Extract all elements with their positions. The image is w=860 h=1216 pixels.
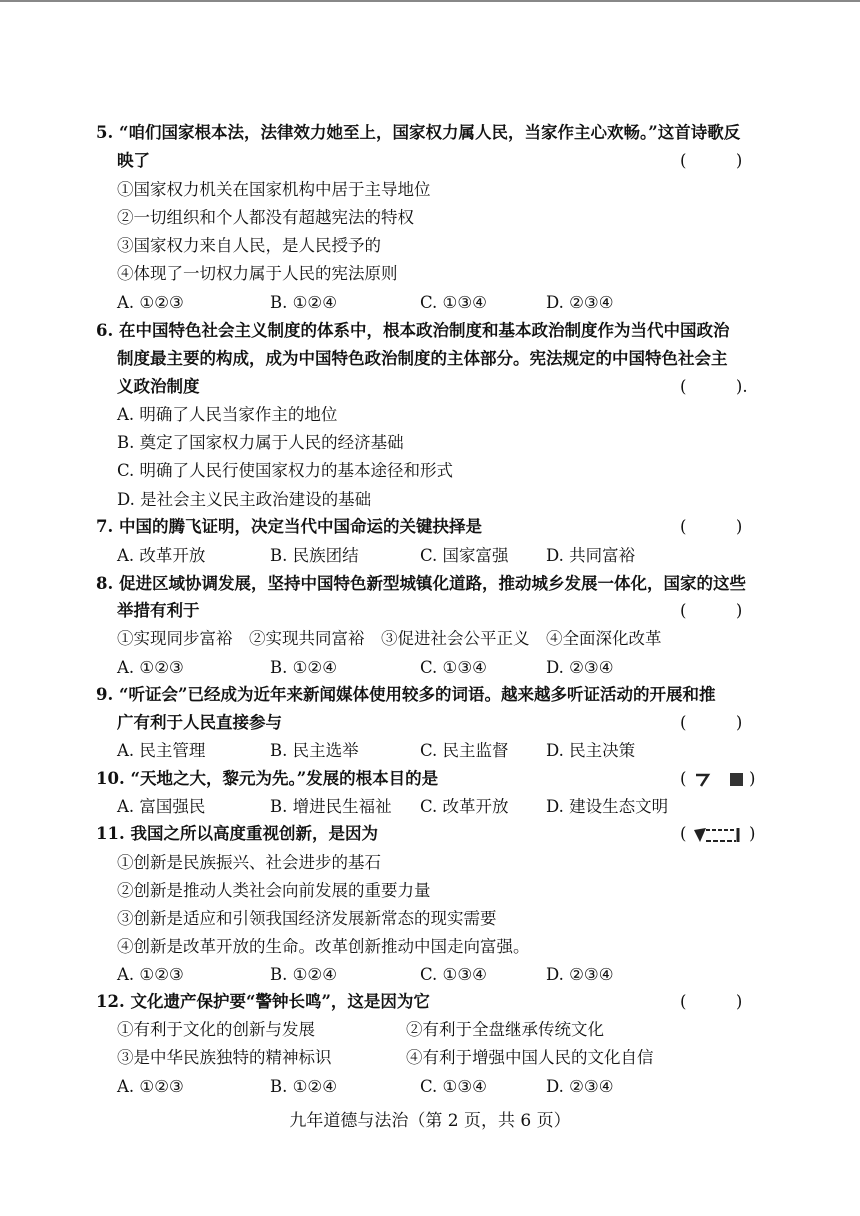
q10-paren-open: ( bbox=[680, 769, 687, 788]
q10-option-d: D. 建设生态文明 bbox=[546, 797, 669, 816]
q7-stem: 7. 中国的腾飞证明，决定当代中国命运的关键抉择是 bbox=[96, 517, 482, 536]
q5-option-b: B. ①②④ bbox=[270, 293, 337, 312]
q11-option-b: B. ①②④ bbox=[270, 965, 337, 984]
q5-option-a: A. ①②③ bbox=[117, 293, 184, 312]
q10-handwritten-mark bbox=[692, 771, 744, 789]
q5-item-2: ②一切组织和个人都没有超越宪法的特权 bbox=[117, 208, 414, 227]
q10-stem: 10. “天地之大，黎元为先。”发展的根本目的是 bbox=[96, 769, 439, 788]
q9-stem-line1: 9. “听证会”已经成为近年来新闻媒体使用较多的词语。越来越多听证活动的开展和推 bbox=[96, 685, 716, 704]
q8-stem-line2: 举措有利于 bbox=[117, 601, 200, 620]
q12-item-1: ①有利于文化的创新与发展 bbox=[117, 1020, 315, 1039]
page-footer: 九年道德与法治（第 2 页，共 6 页） bbox=[289, 1111, 571, 1131]
q5-stem-line1: 5. “咱们国家根本法，法律效力她至上，国家权力属人民，当家作主心欢畅。”这首诗歌反 bbox=[96, 123, 741, 142]
q11-mark-blot bbox=[694, 828, 706, 842]
q11-option-a: A. ①②③ bbox=[117, 965, 184, 984]
q5-item-1: ①国家权力机关在国家机构中居于主导地位 bbox=[117, 180, 431, 199]
q9-option-a: A. 民主管理 bbox=[117, 741, 206, 760]
q7-option-c: C. 国家富强 bbox=[420, 546, 509, 565]
q6-option-d: D. 是社会主义民主政治建设的基础 bbox=[117, 490, 372, 509]
q12-option-c: C. ①③④ bbox=[420, 1077, 487, 1096]
q8-answer-parens: ( ) bbox=[680, 601, 743, 620]
q6-stem-line3: 义政治制度 bbox=[117, 377, 200, 396]
q5-option-c: C. ①③④ bbox=[420, 293, 487, 312]
q5-option-d: D. ②③④ bbox=[546, 293, 614, 312]
q11-item-4: ④创新是改革开放的生命。改革创新推动中国走向富强。 bbox=[117, 937, 530, 956]
q11-handwritten-mark bbox=[692, 826, 744, 844]
q9-option-c: C. 民主监督 bbox=[420, 741, 509, 760]
q12-answer-parens: ( ) bbox=[680, 992, 743, 1011]
q11-paren-close: ) bbox=[748, 824, 756, 843]
q11-option-d: D. ②③④ bbox=[546, 965, 614, 984]
q7-answer-parens: ( ) bbox=[680, 517, 743, 536]
q12-option-a: A. ①②③ bbox=[117, 1077, 184, 1096]
q7-option-a: A. 改革开放 bbox=[117, 546, 206, 565]
q10-answer-parens bbox=[680, 768, 755, 790]
q11-option-c: C. ①③④ bbox=[420, 965, 487, 984]
q6-stem-line2: 制度最主要的构成，成为中国特色政治制度的主体部分。宪法规定的中国特色社会主 bbox=[117, 349, 728, 368]
q6-option-b: B. 奠定了国家权力属于人民的经济基础 bbox=[117, 433, 404, 452]
q8-items: ①实现同步富裕 ②实现共同富裕 ③促进社会公平正义 ④全面深化改革 bbox=[117, 629, 662, 648]
q11-answer-parens bbox=[680, 823, 755, 845]
q6-option-c: C. 明确了人民行使国家权力的基本途径和形式 bbox=[117, 461, 454, 480]
q6-option-a: A. 明确了人民当家作主的地位 bbox=[117, 405, 338, 424]
q11-paren-open: ( bbox=[680, 824, 687, 843]
q5-item-4: ④体现了一切权力属于人民的宪法原则 bbox=[117, 264, 398, 283]
q5-stem-line2: 映了 bbox=[117, 151, 150, 170]
q12-option-d: D. ②③④ bbox=[546, 1077, 614, 1096]
q12-option-b: B. ①②④ bbox=[270, 1077, 337, 1096]
q5-answer-parens: ( ) bbox=[680, 151, 743, 170]
q10-option-b: B. 增进民生福祉 bbox=[270, 797, 392, 816]
q8-stem-line1: 8. 促进区域协调发展，坚持中国特色新型城镇化道路，推动城乡发展一体化，国家的这些 bbox=[96, 574, 746, 593]
q9-option-b: B. 民主选举 bbox=[270, 741, 359, 760]
q7-option-d: D. 共同富裕 bbox=[546, 546, 636, 565]
q8-option-b: B. ①②④ bbox=[270, 658, 337, 677]
q10-mark-blot bbox=[730, 773, 743, 786]
q8-option-c: C. ①③④ bbox=[420, 658, 487, 677]
q9-option-d: D. 民主决策 bbox=[546, 741, 636, 760]
q11-item-2: ②创新是推动人类社会向前发展的重要力量 bbox=[117, 881, 431, 900]
q12-item-4: ④有利于增强中国人民的文化自信 bbox=[406, 1048, 654, 1067]
q10-mark-stroke bbox=[696, 775, 708, 786]
q10-option-c: C. 改革开放 bbox=[420, 797, 509, 816]
scan-top-edge bbox=[0, 0, 860, 2]
q5-item-3: ③国家权力来自人民，是人民授予的 bbox=[117, 236, 381, 255]
q11-stem: 11. 我国之所以高度重视创新，是因为 bbox=[96, 824, 378, 843]
q9-stem-line2: 广有利于人民直接参与 bbox=[117, 713, 282, 732]
q10-paren-close: ) bbox=[748, 769, 756, 788]
q11-item-1: ①创新是民族振兴、社会进步的基石 bbox=[117, 853, 381, 872]
q9-answer-parens: ( ) bbox=[680, 713, 743, 732]
q12-item-3: ③是中华民族独特的精神标识 bbox=[117, 1048, 332, 1067]
q7-option-b: B. 民族团结 bbox=[270, 546, 359, 565]
q6-answer-parens: ( ). bbox=[680, 377, 748, 396]
q12-item-2: ②有利于全盘继承传统文化 bbox=[406, 1020, 604, 1039]
q8-option-a: A. ①②③ bbox=[117, 658, 184, 677]
q12-stem: 12. 文化遗产保护要“警钟长鸣”，这是因为它 bbox=[96, 992, 430, 1011]
q6-stem-line1: 6. 在中国特色社会主义制度的体系中，根本政治制度和基本政治制度作为当代中国政治 bbox=[96, 321, 730, 340]
q11-item-3: ③创新是适应和引领我国经济发展新常态的现实需要 bbox=[117, 909, 497, 928]
q8-option-d: D. ②③④ bbox=[546, 658, 614, 677]
q10-option-a: A. 富国强民 bbox=[117, 797, 206, 816]
